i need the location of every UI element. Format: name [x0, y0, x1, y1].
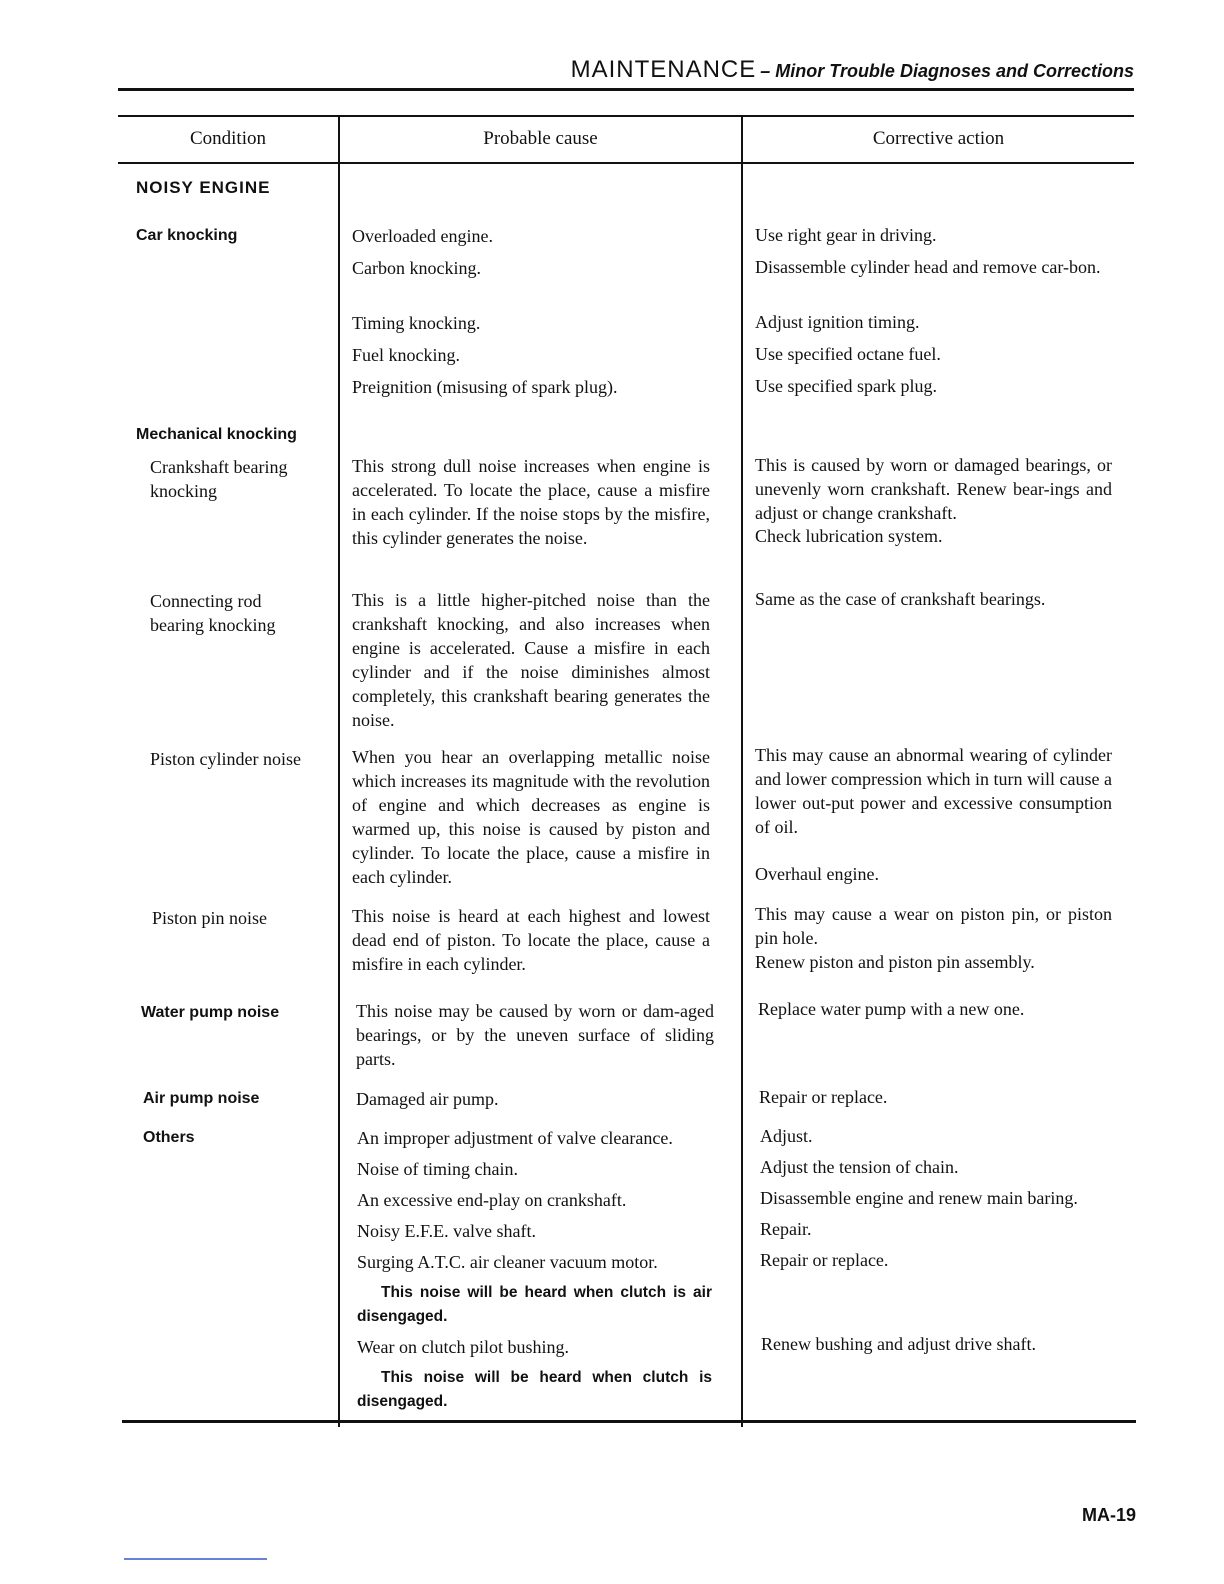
action-cell: Adjust ignition timing. — [755, 312, 920, 332]
cause-cell: An excessive end-play on crankshaft. — [357, 1190, 627, 1210]
cause-cell: Damaged air pump. — [356, 1089, 499, 1109]
group-title-others: Others — [143, 1129, 195, 1146]
action-cell: Use right gear in driving. — [755, 225, 937, 245]
group-title-water-pump-noise: Water pump noise — [141, 1004, 280, 1021]
action-cell: Adjust. — [760, 1126, 813, 1146]
note-cell — [357, 1281, 712, 1329]
cause-cell: Carbon knocking. — [352, 258, 481, 278]
section-title: MAINTENANCE — [570, 56, 757, 83]
page-header — [571, 56, 1134, 84]
cause-cell: Preignition (misusing of spark plug). — [352, 377, 618, 397]
cause-cell: Timing knocking. — [352, 313, 481, 333]
cause-cell: Noise of timing chain. — [357, 1159, 518, 1179]
action-cell: Repair. — [760, 1219, 812, 1239]
cause-cell: Wear on clutch pilot bushing. — [357, 1337, 570, 1357]
cause-cell: When you hear an overlapping metallic noise which increases its magnitude with the revolution of engine and which decreases as engine is warmed up, this noise is caused by piston and cylinder. To locate the place, cause a misfire in each cylinder. — [352, 747, 710, 887]
column-header-condition: Condition — [189, 128, 266, 149]
decorative-bar — [124, 1558, 267, 1560]
action-cell: Repair or replace. — [760, 1250, 889, 1270]
header-rule — [118, 88, 1134, 91]
condition-cell: Piston pin noise — [152, 908, 268, 928]
cause-cell: Surging A.T.C. air cleaner vacuum motor. — [357, 1252, 658, 1272]
condition-cell: Crankshaft bearing knocking — [150, 457, 288, 501]
column-header-action: Corrective action — [872, 128, 1005, 149]
cause-cell: An improper adjustment of valve clearance. — [357, 1128, 673, 1148]
action-cell: Use specified octane fuel. — [755, 344, 941, 364]
section-subtitle: – Minor Trouble Diagnoses and Corrections — [760, 61, 1134, 81]
page-number: MA-19 — [1081, 1505, 1136, 1525]
action-cell: This is caused by worn or damaged bearings, or unevenly worn crankshaft. Renew bear-ings and adjust or change crankshaft. — [755, 455, 1112, 523]
cause-cell: Noisy E.F.E. valve shaft. — [357, 1221, 537, 1241]
action-cell: Replace water pump with a new one. — [758, 999, 1025, 1019]
condition-cell: Piston cylinder noise — [150, 749, 301, 769]
column-divider-1 — [338, 115, 340, 1427]
column-header-cause: Probable cause — [483, 128, 598, 149]
cause-cell: This noise may be caused by worn or dam-aged bearings, or by the uneven surface of sliding parts. — [356, 1001, 714, 1069]
action-cell: Repair or replace. — [759, 1087, 888, 1107]
cause-cell: This is a little higher-pitched noise than the crankshaft knocking, and also increases when engine is accelerated. Cause a misfire in each cylinder and if the noise diminishes almost completely, this crankshaft bearing generates the noise. — [352, 590, 710, 730]
cause-cell: This noise is heard at each highest and lowest dead end of piston. To locate the place, cause a misfire in each cylinder. — [352, 906, 710, 974]
action-cell: Use specified spark plug. — [755, 376, 937, 396]
action-cell: This may cause an abnormal wearing of cylinder and lower compression which in turn will cause a lower out-put power and excessive consumption of oil. — [755, 745, 1112, 837]
action-cell: Disassemble engine and renew main baring. — [760, 1188, 1078, 1208]
group-title-air-pump-noise: Air pump noise — [143, 1090, 260, 1107]
action-cell: Renew bushing and adjust drive shaft. — [761, 1334, 1036, 1354]
table-bottom-rule — [122, 1420, 1136, 1423]
note-cell — [357, 1366, 712, 1414]
action-cell: Overhaul engine. — [755, 864, 879, 884]
action-cell: Same as the case of crankshaft bearings. — [755, 589, 1046, 609]
action-cell: Check lubrication system. — [755, 526, 943, 546]
cause-cell: This strong dull noise increases when engine is accelerated. To locate the place, cause a misfire in each cylinder. If the noise stops by the misfire, this cylinder generates the noise. — [352, 456, 710, 548]
note-text: This noise will be heard when clutch is air disengaged. — [357, 1284, 712, 1325]
cause-cell: Fuel knocking. — [352, 345, 460, 365]
condition-cell: Connecting rod bearing knocking — [150, 591, 276, 635]
table-top-rule — [118, 115, 1134, 117]
group-title-car-knocking: Car knocking — [136, 227, 238, 244]
note-text: This noise will be heard when clutch is disengaged. — [357, 1369, 712, 1410]
action-cell: Renew piston and piston pin assembly. — [755, 952, 1035, 972]
action-cell: This may cause a wear on piston pin, or piston pin hole. — [755, 904, 1112, 948]
column-divider-2 — [741, 115, 743, 1427]
group-title-mechanical-knocking: Mechanical knocking — [136, 426, 297, 443]
cause-cell: Overloaded engine. — [352, 226, 493, 246]
table-header-rule — [118, 162, 1134, 164]
action-cell: Disassemble cylinder head and remove car-bon. — [755, 257, 1101, 277]
action-cell: Adjust the tension of chain. — [760, 1157, 959, 1177]
category-title: NOISY ENGINE — [136, 178, 271, 197]
